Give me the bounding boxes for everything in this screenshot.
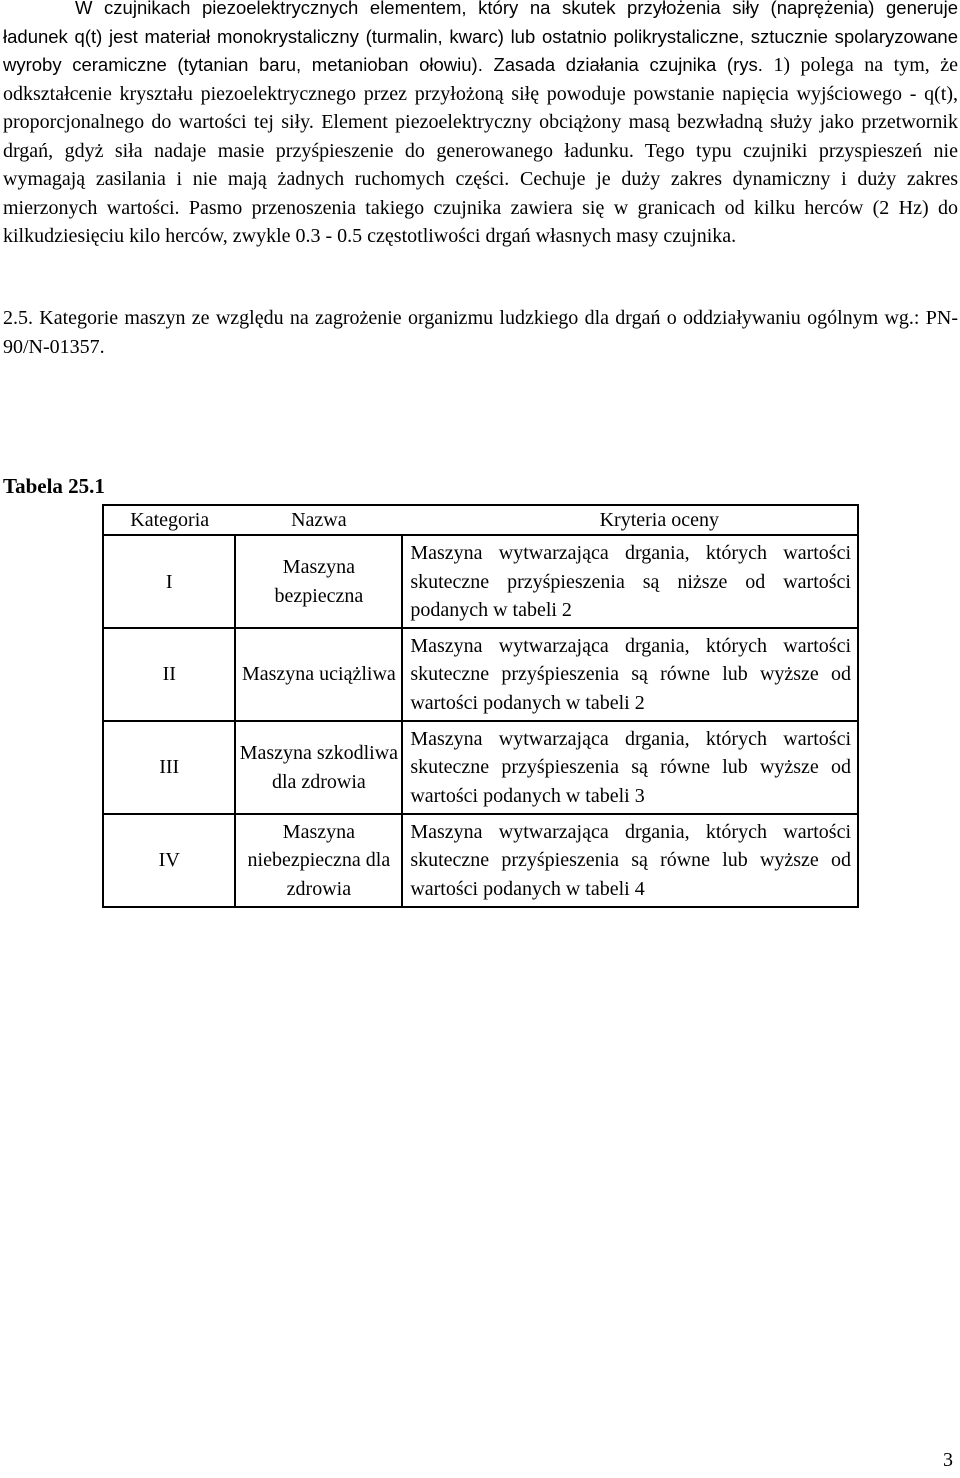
cell-name: Maszyna niebezpieczna dla zdrowia xyxy=(235,814,402,907)
table-row xyxy=(103,535,858,628)
table-row xyxy=(103,814,858,907)
cell-name: Maszyna szkodliwa dla zdrowia xyxy=(235,721,402,814)
table-row xyxy=(103,721,858,814)
header-category: Kategoria xyxy=(103,505,235,535)
machine-categories-table xyxy=(102,504,859,908)
paragraph-text-part-1: W czujnikach piezoelektrycznych elementem, który na skutek przyłożenia siły (naprężenia) generuje ładunek q(t) jest materiał monokrystaliczny (turmalin, kwarc) lub ostatnio polikrystaliczne, sztucznie spolaryzowane wyroby ceramiczne (tytanian baru, metanioban ołowiu). Zasada działania czujnika (rys. xyxy=(3,0,958,75)
table-title: Tabela 25.1 xyxy=(3,474,105,498)
cell-criteria: Maszyna wytwarzająca drgania, których wartości skuteczne przyśpieszenia są równe lub wyższe od wartości podanych w tabeli 3 xyxy=(402,721,858,814)
cell-criteria: Maszyna wytwarzająca drgania, których wartości skuteczne przyśpieszenia są równe lub wyższe od wartości podanych w tabeli 4 xyxy=(402,814,858,907)
body-paragraph-sensors xyxy=(3,0,958,251)
table-header-row xyxy=(103,505,858,535)
page-number: 3 xyxy=(943,1449,953,1471)
cell-category: III xyxy=(103,721,235,814)
cell-category: IV xyxy=(103,814,235,907)
table-row xyxy=(103,628,858,721)
header-criteria: Kryteria oceny xyxy=(402,505,858,535)
cell-criteria: Maszyna wytwarzająca drgania, których wartości skuteczne przyśpieszenia są równe lub wyższe od wartości podanych w tabeli 2 xyxy=(402,628,858,721)
paragraph-text-part-3: Tego typu czujniki przyspieszeń nie wymagają zasilania i nie mają żadnych ruchomych części. Cechuje je duży zakres dynamiczny i duży zakres mierzonych wartości. xyxy=(3,139,958,219)
cell-category: II xyxy=(103,628,235,721)
cell-name: Maszyna bezpieczna xyxy=(235,535,402,628)
section-heading-2-5: 2.5. Kategorie maszyn ze względu na zagrożenie organizmu ludzkiego dla drgań o oddziaływaniu ogólnym wg.: PN-90/N-01357. xyxy=(3,307,958,358)
cell-category: I xyxy=(103,535,235,628)
paragraph-text-part-2: 1) polega na tym, że odkształcenie kryształu piezoelektrycznego przez przyłożoną siłę powoduje powstanie napięcia wyjściowego - q(t), proporcjonalnego do wartości tej siły. Element piezoelektryczny obciążony masą bezwładną służy jako przetwornik drgań, gdyż siła nadaje masie przyśpieszenie do generowanego ładunku. xyxy=(3,54,959,162)
paragraph-text-part-4: Pasmo przenoszenia takiego czujnika zawiera się w granicach od kilku herców (2 Hz) do kilkudziesięciu kilo herców, zwykle 0.3 - 0.5 częstotliwości drgań własnych masy czujnika. xyxy=(3,196,958,247)
header-name: Nazwa xyxy=(235,505,402,535)
cell-name: Maszyna uciążliwa xyxy=(235,628,402,721)
cell-criteria: Maszyna wytwarzająca drgania, których wartości skuteczne przyśpieszenia są niższe od wartości podanych w tabeli 2 xyxy=(402,535,858,628)
